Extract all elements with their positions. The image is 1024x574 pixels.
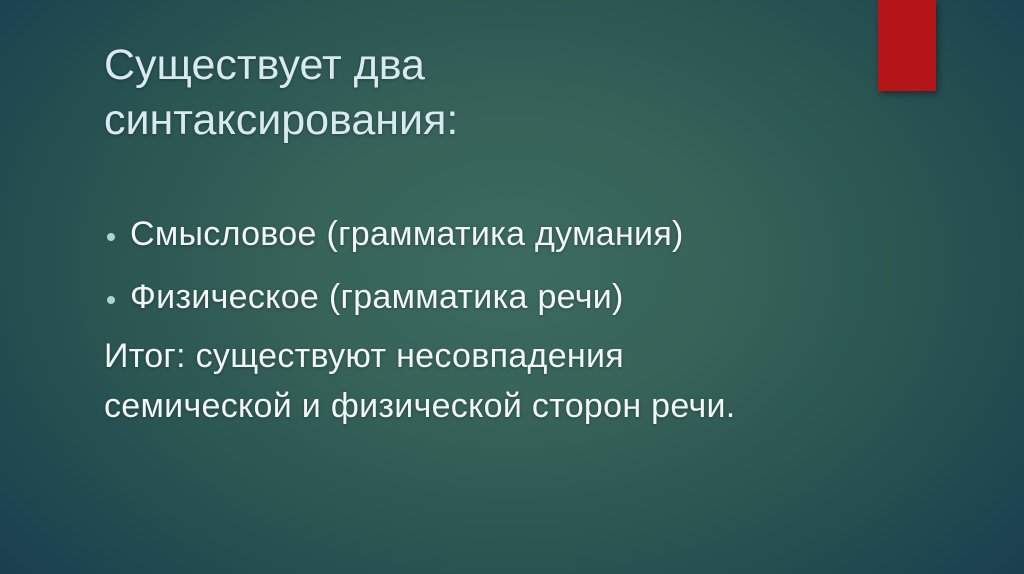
summary-line-1: Итог: существуют несовпадения [104, 337, 624, 375]
accent-red-bar [878, 0, 936, 91]
bullet-list [104, 209, 864, 335]
summary-line-2: семической и физической сторон речи. [104, 387, 736, 425]
bullet-item-2 [104, 272, 864, 322]
title-line-1: Существует два [104, 41, 425, 89]
bullet-text-2: Физическое (грамматика речи) [130, 278, 624, 316]
bullet-item-1 [104, 209, 864, 259]
slide-title [104, 38, 664, 148]
bullet-dot-icon [107, 233, 115, 241]
bullet-dot-icon [107, 296, 115, 304]
summary-paragraph [104, 331, 884, 431]
title-line-2: синтаксирования: [104, 96, 459, 144]
bullet-text-1: Смысловое (грамматика думания) [130, 215, 684, 253]
